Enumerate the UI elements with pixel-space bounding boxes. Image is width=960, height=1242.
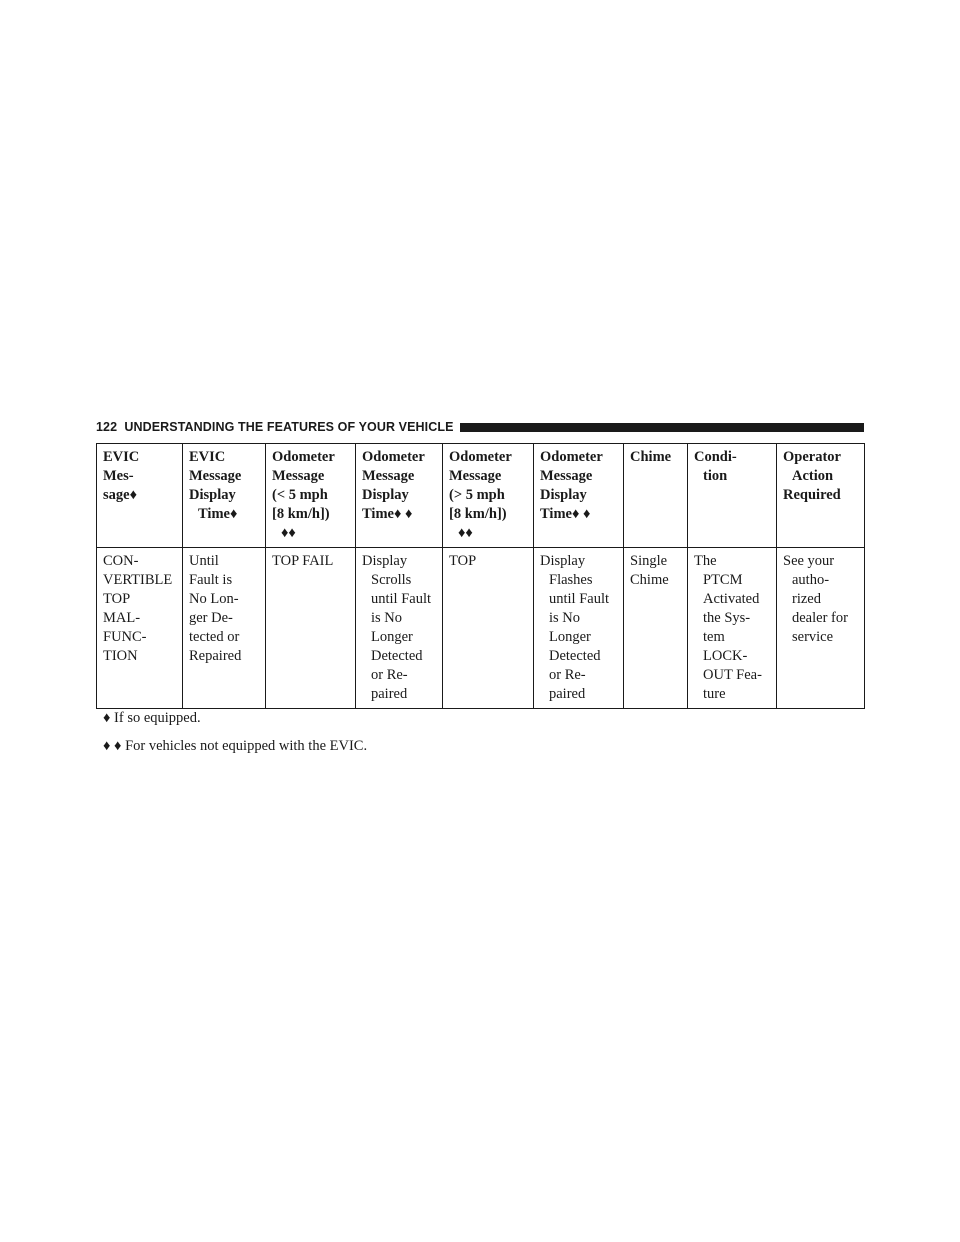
- cell-evic-message: CON- VERTIBLE TOP MAL- FUNC- TION: [97, 548, 183, 709]
- cell-odometer-message-low-speed: TOP FAIL: [266, 548, 356, 709]
- header-rule: [460, 423, 864, 432]
- double-diamond-icon: ♦ ♦: [103, 738, 122, 754]
- header-odometer-display-time-high-speed: Odometer Message Display Time♦ ♦: [534, 444, 624, 548]
- running-header-title: UNDERSTANDING THE FEATURES OF YOUR VEHICLE: [124, 420, 454, 434]
- page-number: 122: [96, 420, 118, 434]
- header-odometer-display-time-low-speed: Odometer Message Display Time♦ ♦: [356, 444, 443, 548]
- message-table: [96, 443, 865, 709]
- table-row: [97, 548, 865, 709]
- header-evic-message: EVIC Mes- sage♦: [97, 444, 183, 548]
- diamond-icon: ♦: [103, 710, 111, 726]
- cell-evic-display-time: Until Fault is No Lon- ger De- tected or Repaired: [183, 548, 266, 709]
- cell-condition: The PTCM Activated the Sys- tem LOCK- OUT Fea- ture: [688, 548, 777, 709]
- header-condition: Condi- tion: [688, 444, 777, 548]
- header-chime: Chime: [624, 444, 688, 548]
- header-odometer-message-high-speed: Odometer Message (> 5 mph [8 km/h]) ♦♦: [443, 444, 534, 548]
- cell-odometer-display-time-low-speed: Display Scrolls until Fault is No Longer Detected or Re- paired: [356, 548, 443, 709]
- page-number-and-title: [96, 420, 454, 434]
- header-operator-action: Operator Action Required: [777, 444, 865, 548]
- table-header-row: [97, 444, 865, 548]
- header-odometer-message-low-speed: Odometer Message (< 5 mph [8 km/h]) ♦♦: [266, 444, 356, 548]
- cell-chime: Single Chime: [624, 548, 688, 709]
- header-evic-display-time: EVIC Message Display Time♦: [183, 444, 266, 548]
- footnote-text: For vehicles not equipped with the EVIC.: [125, 738, 368, 754]
- footnote-not-equipped-evic: [103, 737, 367, 756]
- footnote-if-equipped: [103, 709, 201, 728]
- running-header: [96, 416, 864, 438]
- cell-odometer-message-high-speed: TOP: [443, 548, 534, 709]
- footnote-text: If so equipped.: [114, 710, 201, 726]
- cell-odometer-display-time-high-speed: Display Flashes until Fault is No Longer Detected or Re- paired: [534, 548, 624, 709]
- cell-operator-action: See your autho- rized dealer for service: [777, 548, 865, 709]
